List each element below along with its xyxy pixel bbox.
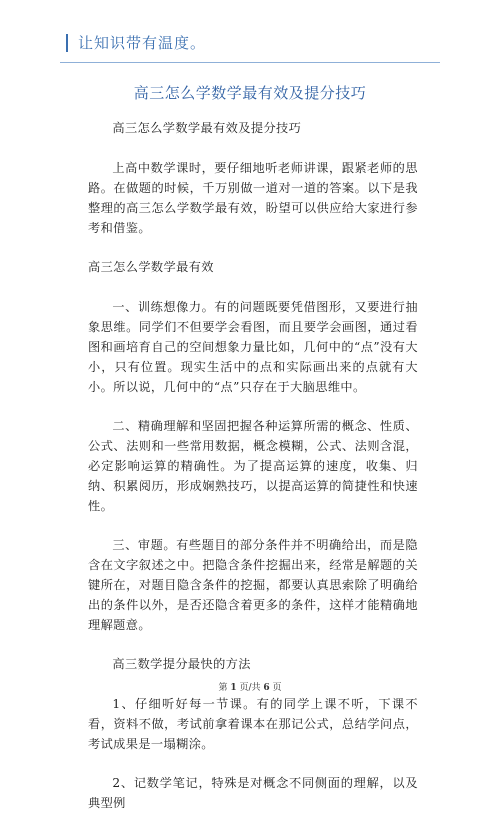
header-slogan-text: 让知识带有温度。 <box>78 34 207 52</box>
footer-current-page: 1 <box>230 683 237 693</box>
footer-prefix: 第 <box>218 683 228 693</box>
paragraph-notes: 2、记数学笔记，特殊是对概念不同侧面的理解，以及典型例 <box>88 776 418 810</box>
paragraph-concepts: 二、精确理解和坚固把握各种运算所需的概念、性质、公式、法则和一些常用数据，概念模糊，公式、法则含混，必定影响运算的精确性。为了提高运算的速度，收集、归纳、积累阅历，形成娴熟技巧，以提高运算的简捷性和快速性。 <box>88 419 418 513</box>
page-footer <box>0 680 500 693</box>
paragraph-reading-questions: 三、审题。有些题目的部分条件并不明确给出，而是隐含在文字叙述之中。把隐含条件挖掘出来，经常是解题的关键所在，对题目隐含条件的挖掘，都要认真思索除了明确给出的条件以外，是否还隐含着更多的条件，这样才能精确地理解题意。 <box>88 538 418 632</box>
footer-middle: 页/共 <box>239 683 261 693</box>
header-accent-bar <box>66 34 68 52</box>
intro-paragraph: 上高中数学课时，要仔细地听老师讲课，跟紧老师的思路。在做题的时候，千万别做一道对一道的答案。以下是我整理的高三怎么学数学最有效，盼望可以供应给大家进行参考和借鉴。 <box>88 161 418 235</box>
document-title: 高三怎么学数学最有效及提分技巧 <box>133 84 367 102</box>
header-divider <box>60 62 440 63</box>
paragraph-listen-class: 1、仔细听好每一节课。有的同学上课不听，下课不看，资料不做，考试前拿着课本在那记公式，总结学问点，考试成果是一塌糊涂。 <box>88 697 418 751</box>
footer-suffix: 页 <box>272 683 282 693</box>
section-heading-1: 高三怎么学数学最有效 <box>88 260 214 274</box>
footer-total-pages: 6 <box>263 683 270 693</box>
header-slogan <box>66 32 206 53</box>
document-subtitle: 高三怎么学数学最有效及提分技巧 <box>112 121 302 135</box>
paragraph-imagination: 一、训练想像力。有的问题既要凭借图形，又要进行抽象思维。同学们不但要学会看图，而且要学会画图，通过看图和画培育自己的空间想象力量比如，几何中的“点”没有大小，只有位置。现实生活中的点和实际画出来的点就有大小。所以说，几何中的“点”只存在于大脑思维中。 <box>88 300 418 394</box>
section-heading-2: 高三数学提分最快的方法 <box>112 657 251 671</box>
document-body <box>88 118 418 832</box>
